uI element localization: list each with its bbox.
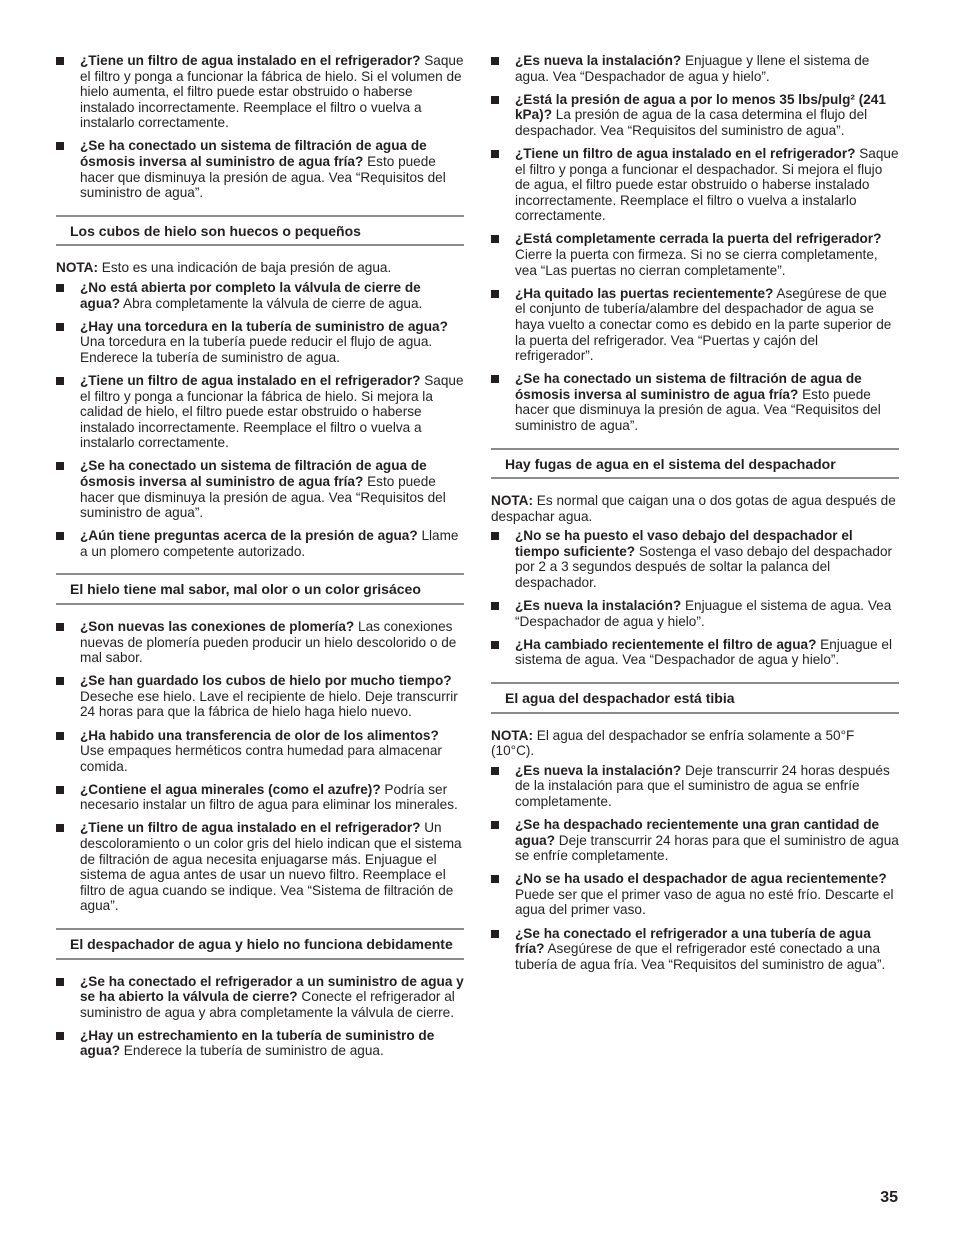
list-item [56, 782, 464, 813]
item-text: Cierre la puerta con firmeza. Si no se cierra completamente, vea “Las puertas no cierran completamente”. [515, 247, 878, 278]
square-bullet-icon [56, 57, 64, 65]
square-bullet-icon [56, 532, 64, 540]
item-text: Esto puede hacer que disminuya la presión de agua. Vea “Requisitos del suministro de agua”. [80, 154, 446, 201]
list-item [491, 637, 899, 668]
item-question: ¿Aún tiene preguntas acerca de la presión de agua? [80, 528, 418, 544]
item-question: ¿Tiene un filtro de agua instalado en el refrigerador? [80, 53, 421, 68]
list-item [491, 231, 899, 278]
item-question: ¿Tiene un filtro de agua instalado en el refrigerador? [80, 372, 421, 388]
section-heading: El agua del despachador está tibia [491, 682, 899, 714]
item-question: ¿No se ha puesto el vaso debajo del despachador el tiempo suficiente? [515, 528, 853, 559]
item-question: ¿Se ha despachado recientemente una gran cantidad de agua? [515, 816, 880, 848]
right-column [491, 53, 899, 980]
list-item [56, 728, 464, 775]
item-text: Deseche ese hielo. Lave el recipiente de hielo. Deje transcurrir 24 horas para que la fábrica de hielo haga hielo nuevo. [80, 688, 458, 720]
note-label: NOTA: [491, 493, 534, 509]
square-bullet-icon [491, 821, 499, 829]
note-label: NOTA: [491, 727, 534, 743]
square-bullet-icon [56, 462, 64, 470]
item-question: ¿Se ha conectado un sistema de filtración de agua de ósmosis inversa al suministro de agua fría? [80, 458, 427, 489]
square-bullet-icon [56, 978, 64, 986]
square-bullet-icon [56, 1032, 64, 1040]
list-item [56, 373, 464, 451]
list-item [491, 53, 899, 84]
list-item [491, 528, 899, 590]
list-item [491, 371, 899, 433]
item-question: ¿Es nueva la instalación? [515, 762, 682, 778]
page-number: 35 [880, 1189, 898, 1206]
list-item [56, 528, 464, 559]
list-item [491, 146, 899, 224]
square-bullet-icon [491, 641, 499, 649]
list-item [56, 138, 464, 200]
list-item [56, 974, 464, 1021]
item-question: ¿Tiene un filtro de agua instalado en el refrigerador? [515, 145, 856, 161]
item-question: ¿Se ha conectado un sistema de filtración de agua de ósmosis inversa al suministro de agua fría? [515, 371, 862, 402]
item-question: ¿Es nueva la instalación? [515, 598, 682, 614]
list-item [491, 926, 899, 973]
item-text: Puede ser que el primer vaso de agua no esté frío. Descarte el agua del primer vaso. [515, 886, 894, 918]
item-text: Llame a un plomero competente autorizado. [80, 528, 459, 559]
list-item [56, 1028, 464, 1059]
item-question: ¿Contiene el agua minerales (como el azufre)? [80, 781, 381, 797]
item-text: Saque el filtro y ponga a funcionar la fábrica de hielo. Si mejora la calidad de hielo, el filtro puede estar obstruido o haberse instalado incorrectamente. Reemplace el filtro o vuelva a instalarlo correctamente. [80, 372, 464, 451]
square-bullet-icon [56, 732, 64, 740]
item-question: ¿Se han guardado los cubos de hielo por mucho tiempo? [80, 673, 452, 689]
item-text: Enderece la tubería de suministro de agua. [120, 1043, 384, 1059]
list-item [491, 598, 899, 629]
item-text: Abra completamente la válvula de cierre de agua. [120, 295, 423, 311]
list-item [56, 53, 464, 131]
item-text: Conecte el refrigerador al suministro de agua y abra completamente la válvula de cierre. [80, 989, 455, 1020]
note [56, 260, 464, 276]
section-heading: El hielo tiene mal sabor, mal olor o un color grisáceo [56, 573, 464, 605]
item-text: Sostenga el vaso debajo del despachador por 2 a 3 segundos después de soltar la palanca del despachador. [515, 543, 893, 591]
square-bullet-icon [56, 284, 64, 292]
list-item [56, 458, 464, 520]
square-bullet-icon [491, 602, 499, 610]
item-text: Un descoloramiento o un color gris del hielo indican que el sistema de filtración de agua necesita enjuagarse más. Enjuague el sistema de agua antes de usar un nuevo filtro. Reemplace el filtro de agua cuando se indique. Vea “Sistema de filtración de agua”. [80, 820, 462, 914]
section-heading: Los cubos de hielo son huecos o pequeños [56, 215, 464, 247]
item-text: Las conexiones nuevas de plomería pueden producir un hielo descolorido o de mal sabor. [80, 618, 457, 666]
square-bullet-icon [491, 875, 499, 883]
note-text: El agua del despachador se enfría solamente a 50°F (10°C). [491, 727, 855, 759]
item-question: ¿No está abierta por completo la válvula de cierre de agua? [80, 279, 421, 311]
list-item [491, 871, 899, 918]
list-item [491, 92, 899, 139]
square-bullet-icon [56, 377, 64, 385]
square-bullet-icon [56, 677, 64, 685]
left-column [56, 53, 464, 1067]
square-bullet-icon [491, 375, 499, 383]
item-text: Use empaques herméticos contra humedad para almacenar comida. [80, 743, 442, 774]
note-text: Es normal que caigan una o dos gotas de agua después de despachar agua. [491, 493, 896, 524]
square-bullet-icon [491, 150, 499, 158]
item-question: ¿Hay una torcedura en la tubería de suministro de agua? [80, 318, 448, 334]
item-text: Enjuague el sistema de agua. Vea “Despachador de agua y hielo”. [515, 636, 892, 668]
item-question: ¿Está la presión de agua a por lo menos 35 lbs/pulg² (241 kPa)? [515, 91, 886, 123]
item-text: Podría ser necesario instalar un filtro de agua para eliminar los minerales. [80, 781, 458, 813]
list-item [491, 817, 899, 864]
list-item [56, 673, 464, 720]
note-label: NOTA: [56, 260, 99, 276]
item-question: ¿Ha habido una transferencia de olor de los alimentos? [80, 727, 439, 743]
square-bullet-icon [491, 290, 499, 298]
item-text: Esto puede hacer que disminuya la presión de agua. Vea “Requisitos del suministro de agua”. [515, 386, 881, 433]
square-bullet-icon [56, 142, 64, 150]
item-question: ¿Hay un estrechamiento en la tubería de suministro de agua? [80, 1027, 435, 1059]
list-item [491, 763, 899, 810]
section-heading: Hay fugas de agua en el sistema del despachador [491, 448, 899, 480]
item-text: Enjuague el sistema de agua. Vea “Despachador de agua y hielo”. [515, 598, 892, 629]
square-bullet-icon [491, 930, 499, 938]
item-text: Deje transcurrir 24 horas después de la instalación para que el suministro de agua se enfríe completamente. [515, 762, 890, 809]
note-text: Esto es una indicación de baja presión de agua. [98, 260, 392, 276]
item-question: ¿Tiene un filtro de agua instalado en el refrigerador? [80, 820, 421, 836]
item-text: Asegúrese de que el refrigerador esté conectado a una tubería de agua fría. Vea “Requisitos del suministro de agua”. [515, 941, 886, 972]
list-item [56, 619, 464, 666]
square-bullet-icon [491, 235, 499, 243]
note [491, 728, 899, 759]
square-bullet-icon [56, 323, 64, 331]
list-item [56, 319, 464, 366]
item-question: ¿Se ha conectado el refrigerador a una tubería de agua fría? [515, 925, 871, 957]
section-heading: El despachador de agua y hielo no funciona debidamente [56, 928, 464, 960]
square-bullet-icon [491, 532, 499, 540]
item-text: La presión de agua de la casa determina el flujo del despachador. Vea “Requisitos del suministro de agua”. [515, 107, 868, 138]
square-bullet-icon [56, 824, 64, 832]
list-item [56, 820, 464, 914]
list-item [56, 280, 464, 311]
item-text: Asegúrese de que el conjunto de tubería/alambre del despachador de agua se haya vuelto a conectar como es debido en la parte superior de la puerta del refrigerador. Vea “Puertas y cajón del refrigerador”. [515, 285, 892, 364]
square-bullet-icon [491, 96, 499, 104]
item-question: ¿Son nuevas las conexiones de plomería? [80, 618, 355, 634]
item-text: Deje transcurrir 24 horas para que el suministro de agua se enfríe completamente. [515, 832, 899, 864]
square-bullet-icon [491, 57, 499, 65]
item-question: ¿No se ha usado el despachador de agua recientemente? [515, 871, 887, 887]
item-text: Enjuague y llene el sistema de agua. Vea “Despachador de agua y hielo”. [515, 53, 870, 84]
item-question: ¿Se ha conectado un sistema de filtración de agua de ósmosis inversa al suministro de agua fría? [80, 138, 427, 170]
item-text: Saque el filtro y ponga a funcionar el despachador. Si mejora el flujo de agua, el filtro puede estar obstruido o haberse instalado incorrectamente. Reemplace el filtro o vuelva a instalarlo correctamente. [515, 145, 899, 224]
item-text: Una torcedura en la tubería puede reducir el flujo de agua. Enderece la tubería de suministro de agua. [80, 334, 433, 365]
square-bullet-icon [491, 767, 499, 775]
item-text: Saque el filtro y ponga a funcionar la fábrica de hielo. Si el volumen de hielo aumenta, el filtro puede estar obstruido o haberse instalado incorrectamente. Reemplace el filtro o vuelva a instalarlo correctamente. [80, 53, 464, 131]
item-question: ¿Ha quitado las puertas recientemente? [515, 285, 774, 301]
item-question: ¿Ha cambiado recientemente el filtro de agua? [515, 636, 817, 652]
list-item [491, 286, 899, 364]
square-bullet-icon [56, 786, 64, 794]
square-bullet-icon [56, 623, 64, 631]
item-question: ¿Se ha conectado el refrigerador a un suministro de agua y se ha abierto la válvula de cierre? [80, 973, 464, 1005]
item-question: ¿Es nueva la instalación? [515, 53, 682, 68]
item-question: ¿Está completamente cerrada la puerta del refrigerador? [515, 231, 882, 247]
item-text: Esto puede hacer que disminuya la presión de agua. Vea “Requisitos del suministro de agua”. [80, 473, 446, 521]
note [491, 493, 899, 524]
